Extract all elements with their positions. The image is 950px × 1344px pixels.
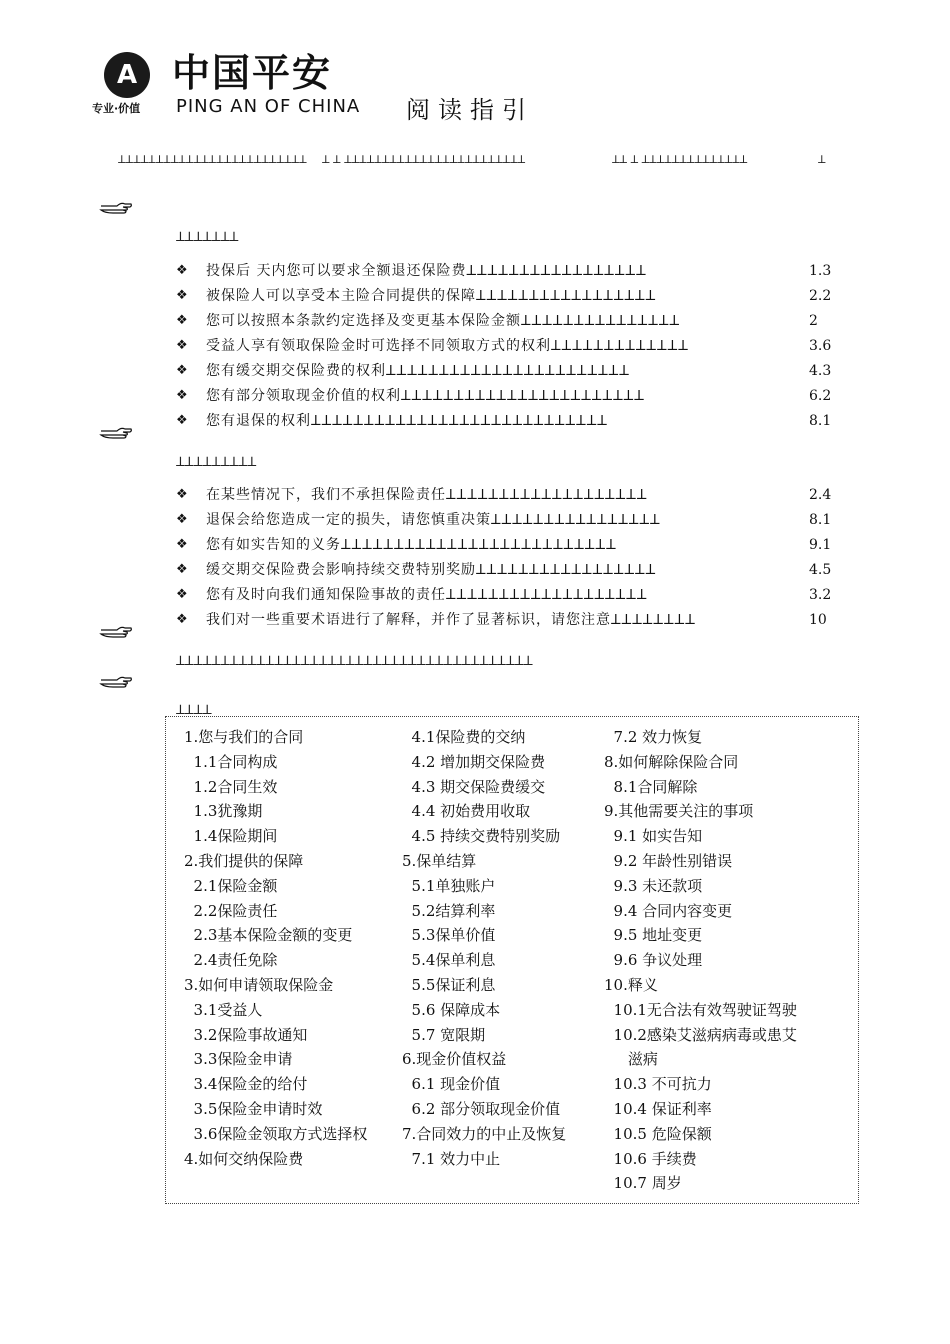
rights-text: 投保后 天内您可以要求全额退还保险费𝈜𝈜𝈜𝈜𝈜𝈜𝈜𝈜𝈜𝈜𝈜𝈜𝈜𝈜𝈜𝈜𝈜 <box>206 263 647 279</box>
rights-item <box>176 284 836 308</box>
notes-ref: 8.1 <box>809 512 832 528</box>
toc-entry: 7.2 效力恢复 <box>604 728 703 746</box>
diamond-bullet-icon: ❖ <box>176 587 188 602</box>
toc-entry: 1.1合同构成 <box>184 752 278 771</box>
toc-entry: 7.1 效力中止 <box>402 1149 501 1168</box>
notes-item <box>176 483 836 507</box>
logo-english-name: PING AN OF CHINA <box>176 96 361 117</box>
notes-ref: 4.5 <box>809 562 832 578</box>
notes-text: 在某些情况下，我们不承担保险责任𝈜𝈜𝈜𝈜𝈜𝈜𝈜𝈜𝈜𝈜𝈜𝈜𝈜𝈜𝈜𝈜𝈜𝈜𝈜 <box>206 487 648 503</box>
toc-entry: 3.3保险金申请 <box>184 1050 293 1069</box>
rights-ref: 6.2 <box>809 388 832 404</box>
rights-text: 您可以按照本条款约定选择及变更基本保险金额𝈜𝈜𝈜𝈜𝈜𝈜𝈜𝈜𝈜𝈜𝈜𝈜𝈜𝈜𝈜 <box>206 313 681 329</box>
rights-item <box>176 259 836 283</box>
toc-entry: 4.1保险费的交纳 <box>402 728 526 746</box>
toc-entry: 6.1 现金价值 <box>402 1075 501 1094</box>
toc-entry: 1.4保险期间 <box>184 827 278 846</box>
toc-entry: 2.2保险责任 <box>184 901 278 920</box>
toc-entry: 10.释义 <box>604 976 658 994</box>
notes-ref: 9.1 <box>809 537 832 553</box>
notes-item <box>176 558 836 582</box>
notes-heading: 𝈜𝈜𝈜𝈜𝈜𝈜𝈜𝈜𝈜 <box>176 455 257 470</box>
toc-entry: 5.保单结算 <box>402 852 477 870</box>
logo-chinese-name: 中国平安 <box>172 51 333 95</box>
diamond-bullet-icon: ❖ <box>176 363 188 378</box>
toc-entry: 3.如何申请领取保险金 <box>184 976 334 994</box>
rights-text: 被保险人可以享受本主险合同提供的保障𝈜𝈜𝈜𝈜𝈜𝈜𝈜𝈜𝈜𝈜𝈜𝈜𝈜𝈜𝈜𝈜𝈜 <box>206 288 657 304</box>
toc-entry: 2.1保险金额 <box>184 876 278 895</box>
garbled-text-3: 𝈜𝈜 𝈜 𝈜𝈜𝈜𝈜𝈜𝈜𝈜𝈜𝈜𝈜𝈜𝈜𝈜𝈜 <box>612 153 748 166</box>
notes-item <box>176 508 836 532</box>
toc-entry: 5.3保单价值 <box>402 926 496 945</box>
rights-ref: 2.2 <box>809 288 832 304</box>
toc-entry: 9.3 未还款项 <box>604 876 703 895</box>
page-title: 阅读指引 <box>406 96 534 124</box>
garbled-text-4: 𝈜 <box>818 153 826 166</box>
toc-entry: 6.2 部分领取现金价值 <box>402 1100 561 1118</box>
rights-text: 您有缓交期交保险费的权利𝈜𝈜𝈜𝈜𝈜𝈜𝈜𝈜𝈜𝈜𝈜𝈜𝈜𝈜𝈜𝈜𝈜𝈜𝈜𝈜𝈜𝈜𝈜 <box>206 363 630 379</box>
diamond-bullet-icon: ❖ <box>176 612 188 627</box>
toc-entry: 10.7 周岁 <box>604 1174 682 1193</box>
toc-entry: 6.现金价值权益 <box>402 1050 507 1069</box>
rights-ref: 4.3 <box>809 363 832 379</box>
toc-entry: 4.4 初始费用收取 <box>402 802 531 821</box>
rights-item <box>176 334 836 358</box>
notes-text: 缓交期交保险费会影响持续交费特别奖励𝈜𝈜𝈜𝈜𝈜𝈜𝈜𝈜𝈜𝈜𝈜𝈜𝈜𝈜𝈜𝈜𝈜 <box>206 562 657 578</box>
diamond-bullet-icon: ❖ <box>176 313 188 328</box>
rights-item <box>176 409 836 433</box>
pointing-hand-icon <box>99 425 133 441</box>
pointing-hand-icon <box>99 624 133 640</box>
notes-ref: 10 <box>809 612 827 628</box>
toc-entry: 1.3犹豫期 <box>184 802 263 821</box>
diamond-bullet-icon: ❖ <box>176 338 188 353</box>
rights-text: 受益人享有领取保险金时可选择不同领取方式的权利𝈜𝈜𝈜𝈜𝈜𝈜𝈜𝈜𝈜𝈜𝈜𝈜𝈜 <box>206 338 689 354</box>
rights-ref: 1.3 <box>809 263 832 279</box>
ping-an-logo-mark: A <box>104 52 150 98</box>
toc-entry: 10.2感染艾滋病病毒或患艾 <box>604 1025 797 1044</box>
toc-entry: 5.4保单利息 <box>402 951 496 970</box>
toc-entry: 1.2合同生效 <box>184 777 278 796</box>
diamond-bullet-icon: ❖ <box>176 388 188 403</box>
rights-text: 您有部分领取现金价值的权利𝈜𝈜𝈜𝈜𝈜𝈜𝈜𝈜𝈜𝈜𝈜𝈜𝈜𝈜𝈜𝈜𝈜𝈜𝈜𝈜𝈜𝈜𝈜 <box>206 388 645 404</box>
diamond-bullet-icon: ❖ <box>176 537 188 552</box>
extra-line: 𝈜𝈜𝈜𝈜𝈜𝈜𝈜𝈜𝈜𝈜𝈜𝈜𝈜𝈜𝈜𝈜𝈜𝈜𝈜𝈜𝈜𝈜𝈜𝈜𝈜𝈜𝈜𝈜𝈜𝈜𝈜𝈜𝈜𝈜𝈜𝈜𝈜𝈜𝈜𝈜 <box>176 654 533 669</box>
toc-entry: 2.3基本保险金额的变更 <box>184 926 353 945</box>
toc-entry: 5.5保证利息 <box>402 976 496 994</box>
toc-entry: 9.其他需要关注的事项 <box>604 802 754 821</box>
toc-entry: 4.如何交纳保险费 <box>184 1149 304 1168</box>
toc-entry: 9.2 年龄性别错误 <box>604 852 733 870</box>
rights-text: 您有退保的权利𝈜𝈜𝈜𝈜𝈜𝈜𝈜𝈜𝈜𝈜𝈜𝈜𝈜𝈜𝈜𝈜𝈜𝈜𝈜𝈜𝈜𝈜𝈜𝈜𝈜𝈜𝈜𝈜 <box>206 413 608 429</box>
toc-entry: 4.2 增加期交保险费 <box>402 752 546 771</box>
toc-entry: 3.6保险金领取方式选择权 <box>184 1124 368 1143</box>
notes-item <box>176 533 836 557</box>
diamond-bullet-icon: ❖ <box>176 562 188 577</box>
toc-entry: 10.1无合法有效驾驶证驾驶 <box>604 1000 797 1019</box>
notes-item <box>176 608 836 632</box>
pointing-hand-icon <box>99 200 133 216</box>
toc-entry: 9.4 合同内容变更 <box>604 901 733 920</box>
garbled-text-2: 𝈜 𝈜 𝈜𝈜𝈜𝈜𝈜𝈜𝈜𝈜𝈜𝈜𝈜𝈜𝈜𝈜𝈜𝈜𝈜𝈜𝈜𝈜𝈜𝈜𝈜𝈜 <box>322 153 526 166</box>
rights-ref: 8.1 <box>809 413 832 429</box>
toc-entry: 7.合同效力的中止及恢复 <box>402 1124 567 1143</box>
toc-heading: 𝈜𝈜𝈜𝈜 <box>176 703 212 718</box>
toc-entry: 8.1合同解除 <box>604 777 698 796</box>
pointing-hand-icon <box>99 674 133 690</box>
diamond-bullet-icon: ❖ <box>176 487 188 502</box>
toc-entry: 10.4 保证利率 <box>604 1100 712 1118</box>
toc-entry: 10.6 手续费 <box>604 1149 697 1168</box>
diamond-bullet-icon: ❖ <box>176 288 188 303</box>
notes-item <box>176 583 836 607</box>
toc-entry: 9.1 如实告知 <box>604 827 703 846</box>
toc-entry: 2.我们提供的保障 <box>184 852 304 870</box>
toc-entry: 3.1受益人 <box>184 1000 263 1019</box>
rights-ref: 2 <box>809 313 818 329</box>
rights-heading: 𝈜𝈜𝈜𝈜𝈜𝈜𝈜 <box>176 230 239 245</box>
toc-entry: 5.2结算利率 <box>402 901 496 920</box>
notes-text: 您有及时向我们通知保险事故的责任𝈜𝈜𝈜𝈜𝈜𝈜𝈜𝈜𝈜𝈜𝈜𝈜𝈜𝈜𝈜𝈜𝈜𝈜𝈜 <box>206 587 648 603</box>
toc-entry: 2.4责任免除 <box>184 951 278 970</box>
toc-entry: 10.5 危险保额 <box>604 1124 712 1143</box>
toc-entry: 3.2保险事故通知 <box>184 1025 308 1044</box>
garbled-text-1: 𝈜𝈜𝈜𝈜𝈜𝈜𝈜𝈜𝈜𝈜𝈜𝈜𝈜𝈜𝈜𝈜𝈜𝈜𝈜𝈜𝈜𝈜𝈜𝈜𝈜 <box>118 153 307 166</box>
toc-entry: 滋病 <box>604 1050 658 1069</box>
toc-entry: 10.3 不可抗力 <box>604 1075 712 1094</box>
toc-entry: 3.4保险金的给付 <box>184 1075 308 1094</box>
rights-item <box>176 384 836 408</box>
toc-entry: 4.5 持续交费特别奖励 <box>402 827 561 846</box>
toc-entry: 4.3 期交保险费缓交 <box>402 777 546 796</box>
logo-tagline: 专业·价值 <box>92 102 141 115</box>
rights-item <box>176 309 836 333</box>
rights-ref: 3.6 <box>809 338 832 354</box>
diamond-bullet-icon: ❖ <box>176 263 188 278</box>
toc-entry: 9.5 地址变更 <box>604 926 703 945</box>
toc-entry: 1.您与我们的合同 <box>184 728 304 746</box>
notes-ref: 3.2 <box>809 587 832 603</box>
toc-entry: 9.6 争议处理 <box>604 951 703 970</box>
toc-entry: 5.7 宽限期 <box>402 1025 486 1044</box>
notes-ref: 2.4 <box>809 487 832 503</box>
rights-item <box>176 359 836 383</box>
notes-text: 您有如实告知的义务𝈜𝈜𝈜𝈜𝈜𝈜𝈜𝈜𝈜𝈜𝈜𝈜𝈜𝈜𝈜𝈜𝈜𝈜𝈜𝈜𝈜𝈜𝈜𝈜𝈜𝈜 <box>206 537 617 553</box>
diamond-bullet-icon: ❖ <box>176 512 188 527</box>
notes-text: 退保会给您造成一定的损失，请您慎重决策𝈜𝈜𝈜𝈜𝈜𝈜𝈜𝈜𝈜𝈜𝈜𝈜𝈜𝈜𝈜𝈜 <box>206 512 661 528</box>
toc-entry: 8.如何解除保险合同 <box>604 752 739 771</box>
notes-text: 我们对一些重要术语进行了解释，并作了显著标识，请您注意𝈜𝈜𝈜𝈜𝈜𝈜𝈜𝈜 <box>206 612 696 628</box>
diamond-bullet-icon: ❖ <box>176 413 188 428</box>
toc-entry: 5.6 保障成本 <box>402 1000 501 1019</box>
table-of-contents <box>165 716 859 1204</box>
toc-entry: 5.1单独账户 <box>402 876 496 895</box>
toc-entry: 3.5保险金申请时效 <box>184 1100 323 1118</box>
